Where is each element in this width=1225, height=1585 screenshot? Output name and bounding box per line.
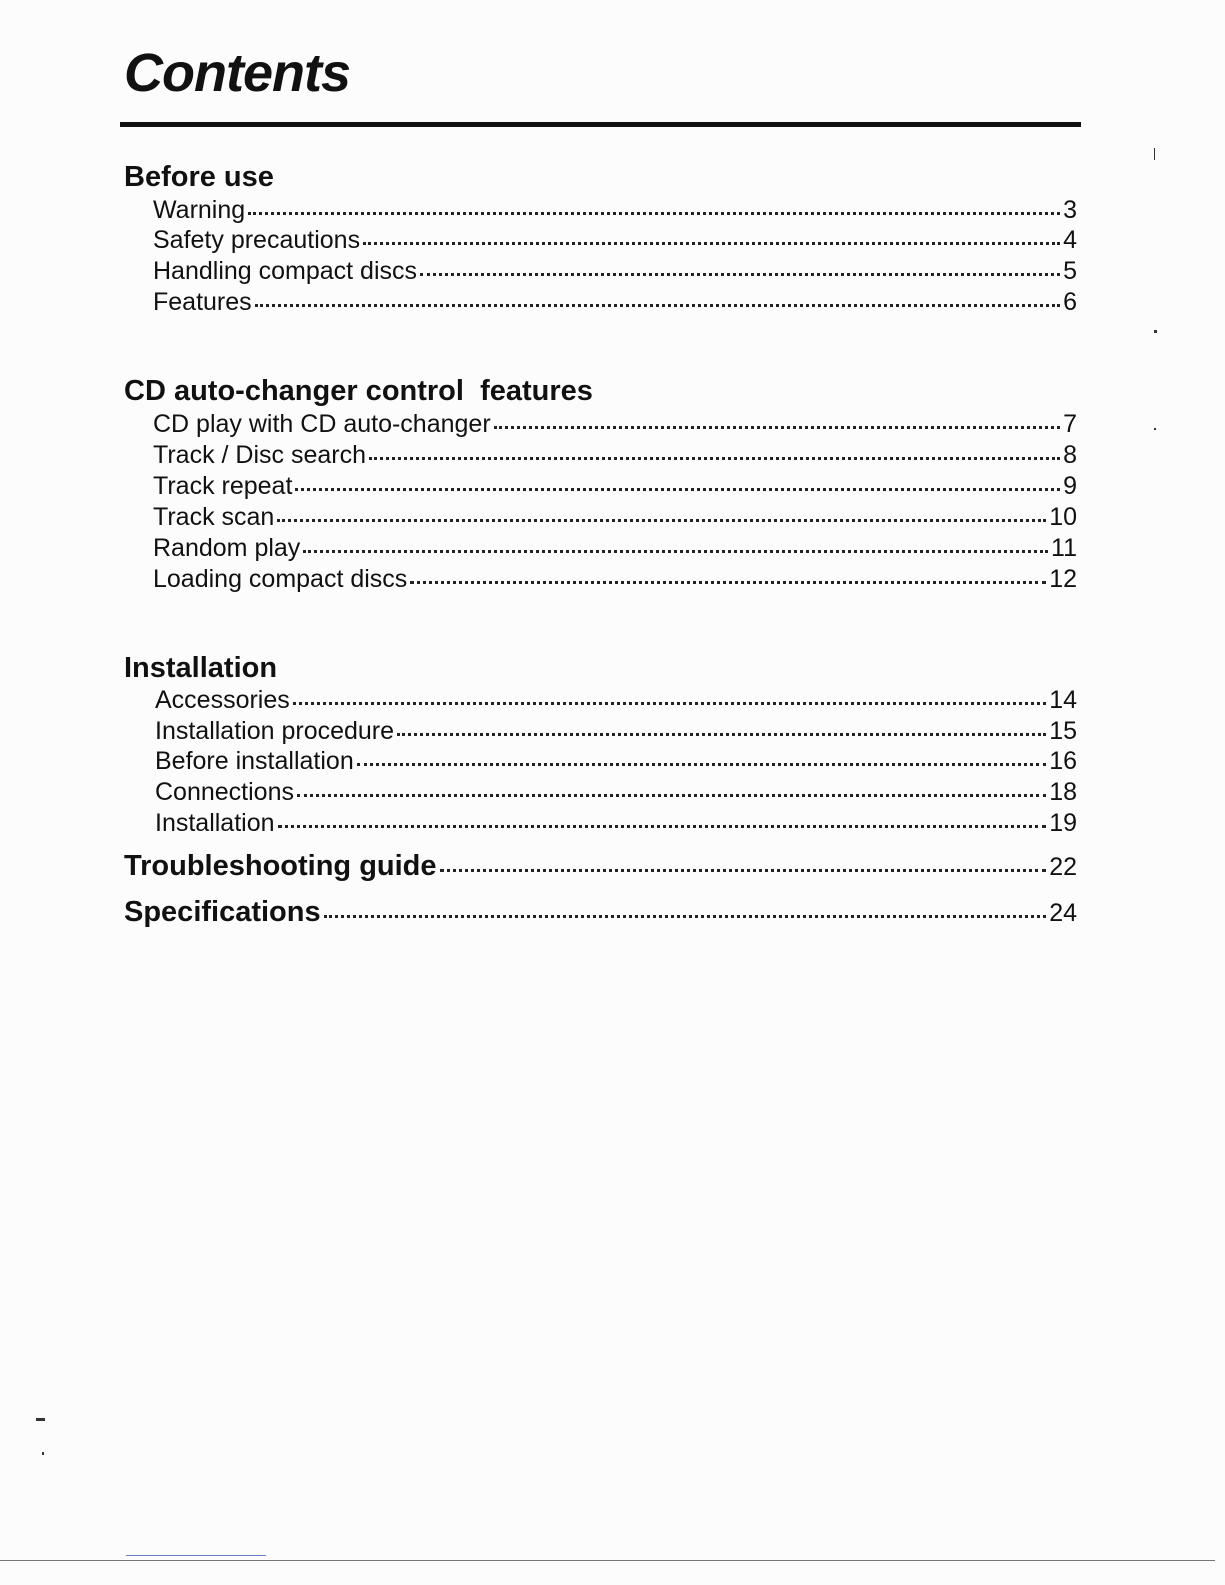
dot-leader [303, 550, 1048, 553]
scan-mark [1154, 148, 1155, 160]
toc-entry-label: Warning [153, 196, 246, 224]
toc-entry-track-repeat[interactable] [153, 474, 1077, 499]
toc-entry-track-disc-search[interactable] [153, 443, 1077, 468]
dot-leader [440, 869, 1047, 872]
toc-entry-label: Track scan [153, 503, 275, 531]
dot-leader [277, 519, 1046, 522]
toc-entry-label: Installation procedure [155, 717, 395, 745]
toc-entry-page: 5 [1063, 257, 1077, 285]
dot-leader [369, 457, 1060, 460]
section-heading-before-use: Before use [124, 161, 274, 193]
toc-entry-label: Accessories [155, 686, 290, 714]
dot-leader [363, 242, 1060, 245]
toc-entry-before-installation[interactable] [155, 749, 1077, 774]
toc-entry-label: Before installation [155, 747, 354, 775]
toc-entry-page: 19 [1049, 809, 1077, 837]
toc-entry-page: 22 [1049, 853, 1077, 881]
dot-leader [297, 794, 1046, 797]
toc-entry-label: Specifications [124, 896, 321, 928]
scan-mark [1154, 330, 1157, 333]
toc-entry-label: CD play with CD auto-changer [153, 410, 491, 438]
dot-leader [397, 733, 1046, 736]
toc-entry-label: Features [153, 288, 252, 316]
toc-entry-page: 14 [1049, 686, 1077, 714]
toc-entry-label: Handling compact discs [153, 257, 418, 285]
dot-leader [248, 212, 1060, 215]
bottom-edge-line [0, 1560, 1215, 1561]
toc-entry-page: 12 [1049, 565, 1077, 593]
toc-entry-label: Random play [153, 534, 301, 562]
page-title: Contents [124, 43, 350, 103]
toc-entry-installation-procedure[interactable] [155, 719, 1077, 744]
toc-entry-label: Track / Disc search [153, 441, 367, 469]
dot-leader [293, 702, 1046, 705]
toc-entry-random-play[interactable] [153, 536, 1077, 561]
toc-entry-track-scan[interactable] [153, 505, 1077, 530]
toc-entry-troubleshooting-guide[interactable] [124, 852, 1077, 881]
scan-mark [42, 1452, 44, 1455]
toc-entry-installation[interactable] [155, 811, 1077, 836]
toc-entry-loading-compact-discs[interactable] [153, 567, 1077, 592]
toc-entry-page: 18 [1049, 778, 1077, 806]
section-heading-installation: Installation [124, 652, 278, 684]
title-rule [120, 122, 1081, 127]
toc-entry-connections[interactable] [155, 780, 1077, 805]
toc-entry-page: 7 [1063, 410, 1077, 438]
toc-entry-label: Safety precautions [153, 226, 361, 254]
toc-entry-label: Track repeat [153, 472, 293, 500]
scan-mark [1154, 428, 1156, 430]
toc-entry-page: 15 [1049, 717, 1077, 745]
dot-leader [324, 915, 1047, 918]
toc-entry-specifications[interactable] [124, 898, 1077, 927]
dot-leader [420, 273, 1060, 276]
toc-entry-page: 10 [1049, 503, 1077, 531]
toc-entry-page: 24 [1049, 899, 1077, 927]
toc-entry-page: 8 [1063, 441, 1077, 469]
dot-leader [357, 763, 1046, 766]
toc-entry-handling-compact-discs[interactable] [153, 259, 1077, 284]
scan-mark [36, 1418, 45, 1421]
dot-leader [410, 581, 1046, 584]
dot-leader [494, 426, 1060, 429]
toc-entry-page: 6 [1063, 288, 1077, 316]
toc-entry-safety-precautions[interactable] [153, 228, 1077, 253]
toc-entry-page: 3 [1063, 196, 1077, 224]
toc-entry-cd-play[interactable] [153, 412, 1077, 437]
dot-leader [295, 488, 1060, 491]
section-heading-cd-auto-changer: CD auto-changer control features [124, 375, 593, 407]
toc-entry-warning[interactable] [153, 198, 1077, 223]
toc-entry-page: 11 [1051, 534, 1077, 562]
dot-leader [278, 825, 1047, 828]
toc-entry-features[interactable] [153, 290, 1077, 315]
toc-entry-page: 9 [1063, 472, 1077, 500]
scan-mark [126, 1555, 266, 1556]
dot-leader [255, 304, 1060, 307]
toc-entry-label: Installation [155, 809, 275, 837]
toc-entry-label: Loading compact discs [153, 565, 408, 593]
toc-entry-page: 4 [1063, 226, 1077, 254]
toc-entry-accessories[interactable] [155, 688, 1077, 713]
toc-entry-page: 16 [1049, 747, 1077, 775]
toc-entry-label: Connections [155, 778, 294, 806]
toc-entry-label: Troubleshooting guide [124, 850, 437, 882]
